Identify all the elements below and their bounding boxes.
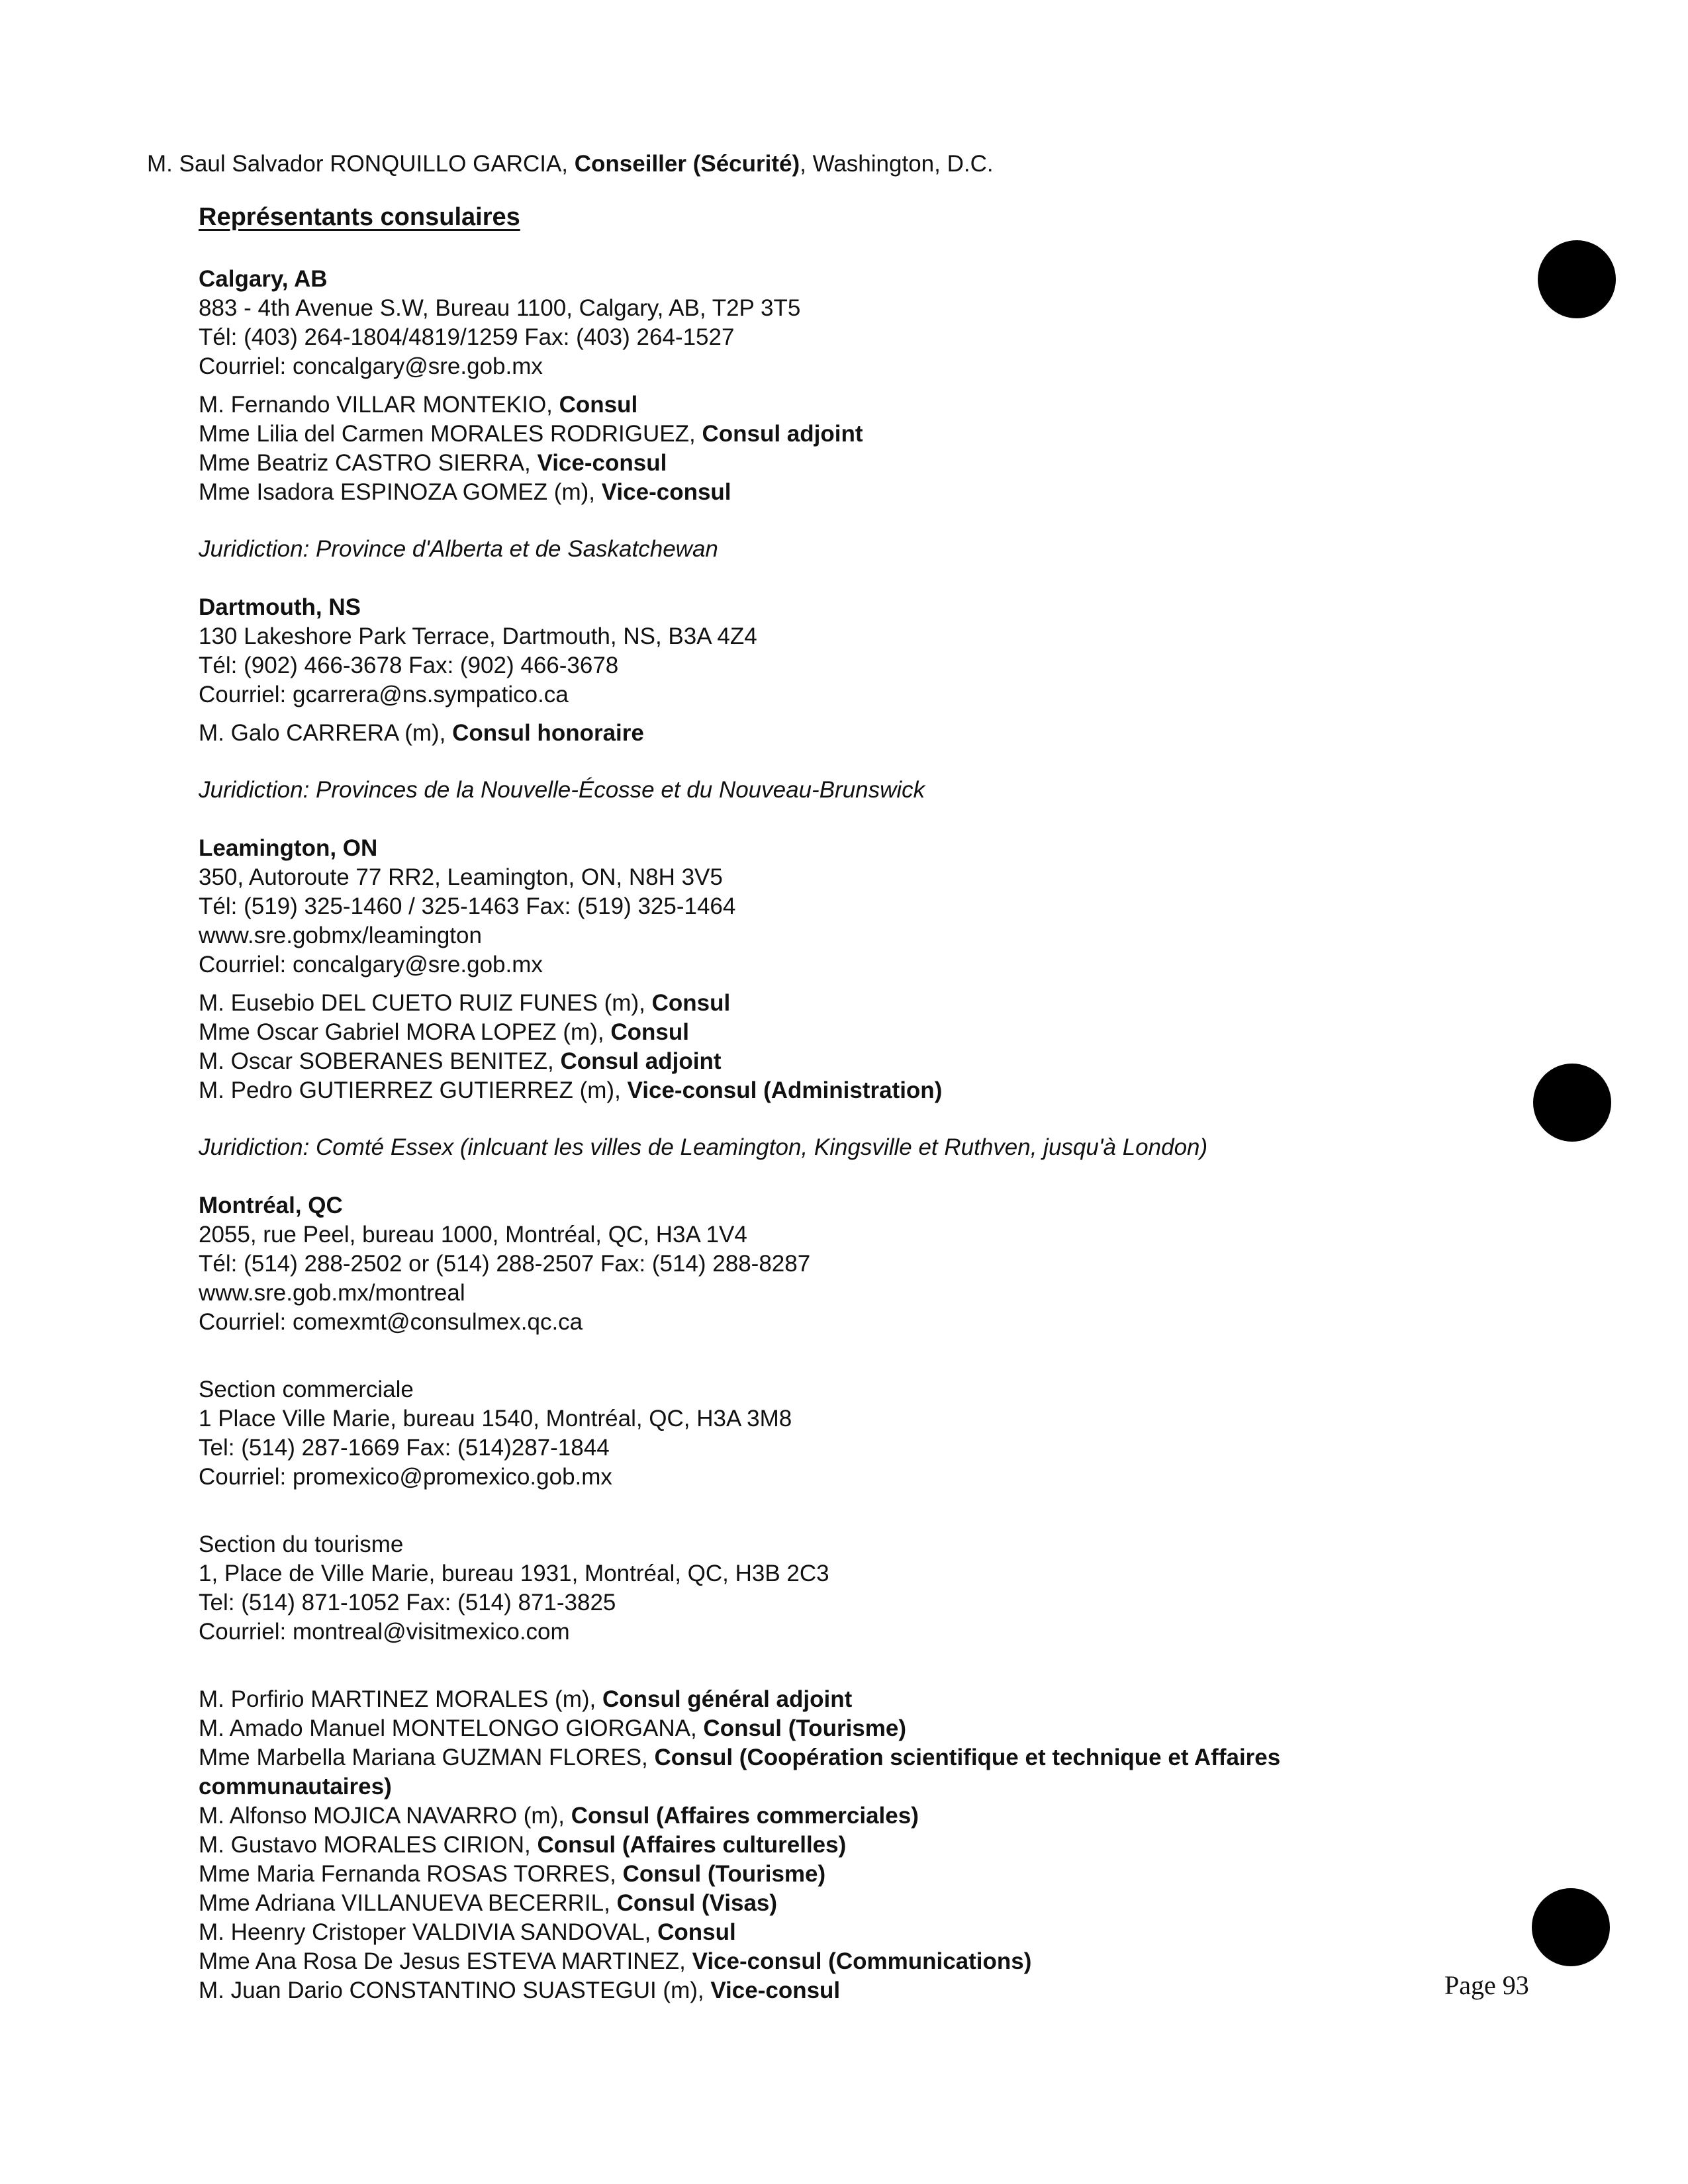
email-line: Courriel: concalgary@sre.gob.mx <box>199 353 543 379</box>
staff-entry <box>199 1076 1417 1105</box>
staff-title: Consul <box>657 1919 736 1945</box>
email-line: Courriel: promexico@promexico.gob.mx <box>199 1464 612 1490</box>
top-line-name: M. Saul Salvador RONQUILLO GARCIA, <box>147 151 575 177</box>
staff-list <box>199 719 1417 748</box>
staff-entry <box>199 1743 1417 1801</box>
staff-list <box>199 1685 1417 2005</box>
staff-entry <box>199 1860 1417 1889</box>
page-number: Page 93 <box>1444 1970 1529 2000</box>
subsection-title: Section commerciale <box>199 1377 414 1402</box>
staff-entry <box>199 1801 1417 1831</box>
staff-name: M. Galo CARRERA (m), <box>199 720 453 746</box>
staff-entry <box>199 1947 1417 1976</box>
staff-name: M. Eusebio DEL CUETO RUIZ FUNES (m), <box>199 990 652 1016</box>
phone-line: Tél: (514) 288-2502 or (514) 288-2507 Fax: (514) 288-8287 <box>199 1251 811 1277</box>
staff-list <box>199 390 1417 507</box>
staff-entry <box>199 1976 1417 2005</box>
staff-title: Consul <box>651 990 731 1016</box>
staff-title: Vice-consul <box>710 1978 841 2003</box>
office-calgary <box>199 265 1417 564</box>
subsection-title: Section du tourisme <box>199 1531 404 1557</box>
email-line: Courriel: gcarrera@ns.sympatico.ca <box>199 682 569 707</box>
staff-title: Consul (Tourisme) <box>703 1715 906 1741</box>
staff-name: M. Fernando VILLAR MONTEKIO, <box>199 392 559 418</box>
commercial-section <box>199 1375 1417 1492</box>
office-name: Calgary, AB <box>199 266 328 292</box>
staff-title: Consul <box>559 392 638 418</box>
staff-title: Vice-consul <box>601 479 731 505</box>
phone-line: Tél: (902) 466-3678 Fax: (902) 466-3678 <box>199 653 619 678</box>
phone-line: Tel: (514) 287-1669 Fax: (514)287-1844 <box>199 1435 610 1461</box>
staff-name: Mme Maria Fernanda ROSAS TORRES, <box>199 1861 623 1887</box>
staff-title: Consul <box>610 1019 689 1045</box>
staff-entry <box>199 1018 1417 1047</box>
top-line <box>147 150 994 179</box>
staff-name: M. Heenry Cristoper VALDIVIA SANDOVAL, <box>199 1919 658 1945</box>
office-name: Dartmouth, NS <box>199 594 361 620</box>
staff-title: Consul (Visas) <box>616 1890 778 1916</box>
tourism-section <box>199 1530 1417 1647</box>
office-name: Montréal, QC <box>199 1193 343 1218</box>
jurisdiction: Juridiction: Provinces de la Nouvelle-Écosse et du Nouveau-Brunswick <box>199 777 925 803</box>
email-line: Courriel: comexmt@consulmex.qc.ca <box>199 1309 583 1335</box>
staff-entry <box>199 1714 1417 1743</box>
website-line: www.sre.gobmx/leamington <box>199 923 482 948</box>
staff-name: M. Porfirio MARTINEZ MORALES (m), <box>199 1686 602 1712</box>
staff-entry <box>199 1889 1417 1918</box>
staff-name: M. Alfonso MOJICA NAVARRO (m), <box>199 1803 571 1829</box>
staff-name: M. Juan Dario CONSTANTINO SUASTEGUI (m), <box>199 1978 711 2003</box>
staff-entry <box>199 449 1417 478</box>
staff-name: Mme Beatriz CASTRO SIERRA, <box>199 450 538 476</box>
address-line: 1, Place de Ville Marie, bureau 1931, Montréal, QC, H3B 2C3 <box>199 1561 829 1586</box>
top-line-title: Conseiller (Sécurité) <box>574 151 800 177</box>
email-line: Courriel: montreal@visitmexico.com <box>199 1619 570 1645</box>
staff-name: M. Amado Manuel MONTELONGO GIORGANA, <box>199 1715 704 1741</box>
phone-line: Tél: (519) 325-1460 / 325-1463 Fax: (519) 325-1464 <box>199 893 736 919</box>
binder-hole-top <box>1538 240 1616 318</box>
consular-representatives <box>199 203 1417 2034</box>
staff-name: M. Gustavo MORALES CIRION, <box>199 1832 538 1858</box>
section-heading: Représentants consulaires <box>199 203 520 231</box>
staff-name: M. Oscar SOBERANES BENITEZ, <box>199 1048 561 1074</box>
address-line: 2055, rue Peel, bureau 1000, Montréal, QC, H3A 1V4 <box>199 1222 747 1248</box>
phone-line: Tél: (403) 264-1804/4819/1259 Fax: (403) 264-1527 <box>199 324 735 350</box>
office-dartmouth <box>199 593 1417 805</box>
staff-title: Consul (Tourisme) <box>622 1861 826 1887</box>
staff-name: Mme Adriana VILLANUEVA BECERRIL, <box>199 1890 617 1916</box>
binder-hole-bottom <box>1532 1888 1610 1966</box>
staff-entry <box>199 478 1417 507</box>
staff-entry <box>199 1047 1417 1076</box>
staff-title: Consul honoraire <box>452 720 644 746</box>
staff-title: Consul adjoint <box>702 421 863 447</box>
staff-list <box>199 989 1417 1105</box>
address-line: 1 Place Ville Marie, bureau 1540, Montréal, QC, H3A 3M8 <box>199 1406 792 1432</box>
staff-entry <box>199 390 1417 420</box>
staff-name: Mme Isadora ESPINOZA GOMEZ (m), <box>199 479 602 505</box>
staff-title: Consul (Affaires culturelles) <box>537 1832 847 1858</box>
address-line: 350, Autoroute 77 RR2, Leamington, ON, N8H 3V5 <box>199 864 723 890</box>
website-line: www.sre.gob.mx/montreal <box>199 1280 465 1306</box>
staff-title: Vice-consul (Administration) <box>627 1077 943 1103</box>
binder-hole-middle <box>1533 1064 1611 1142</box>
staff-entry <box>199 1685 1417 1714</box>
staff-entry <box>199 1831 1417 1860</box>
office-montreal <box>199 1191 1417 2005</box>
staff-title: Consul (Affaires commerciales) <box>571 1803 919 1829</box>
office-name: Leamington, ON <box>199 835 378 861</box>
jurisdiction: Juridiction: Province d'Alberta et de Saskatchewan <box>199 536 718 562</box>
staff-name: Mme Lilia del Carmen MORALES RODRIGUEZ, <box>199 421 702 447</box>
staff-name: Mme Oscar Gabriel MORA LOPEZ (m), <box>199 1019 611 1045</box>
top-line-location: , Washington, D.C. <box>800 151 994 177</box>
staff-entry <box>199 1918 1417 1947</box>
staff-title: Consul (Coopération scientifique et technique et Affaires communautaires) <box>199 1745 1281 1799</box>
address-line: 883 - 4th Avenue S.W, Bureau 1100, Calgary, AB, T2P 3T5 <box>199 295 801 321</box>
staff-name: M. Pedro GUTIERREZ GUTIERREZ (m), <box>199 1077 628 1103</box>
phone-line: Tel: (514) 871-1052 Fax: (514) 871-3825 <box>199 1590 616 1615</box>
staff-title: Vice-consul <box>537 450 667 476</box>
staff-name: Mme Marbella Mariana GUZMAN FLORES, <box>199 1745 655 1770</box>
staff-title: Consul adjoint <box>560 1048 722 1074</box>
jurisdiction: Juridiction: Comté Essex (inlcuant les villes de Leamington, Kingsville et Ruthven, jusqu'à London) <box>199 1134 1208 1160</box>
staff-entry <box>199 989 1417 1018</box>
staff-title: Vice-consul (Communications) <box>692 1948 1032 1974</box>
staff-entry <box>199 420 1417 449</box>
staff-entry <box>199 719 1417 748</box>
email-line: Courriel: concalgary@sre.gob.mx <box>199 952 543 978</box>
address-line: 130 Lakeshore Park Terrace, Dartmouth, NS, B3A 4Z4 <box>199 623 757 649</box>
office-leamington <box>199 834 1417 1162</box>
staff-title: Consul général adjoint <box>602 1686 853 1712</box>
staff-name: Mme Ana Rosa De Jesus ESTEVA MARTINEZ, <box>199 1948 692 1974</box>
